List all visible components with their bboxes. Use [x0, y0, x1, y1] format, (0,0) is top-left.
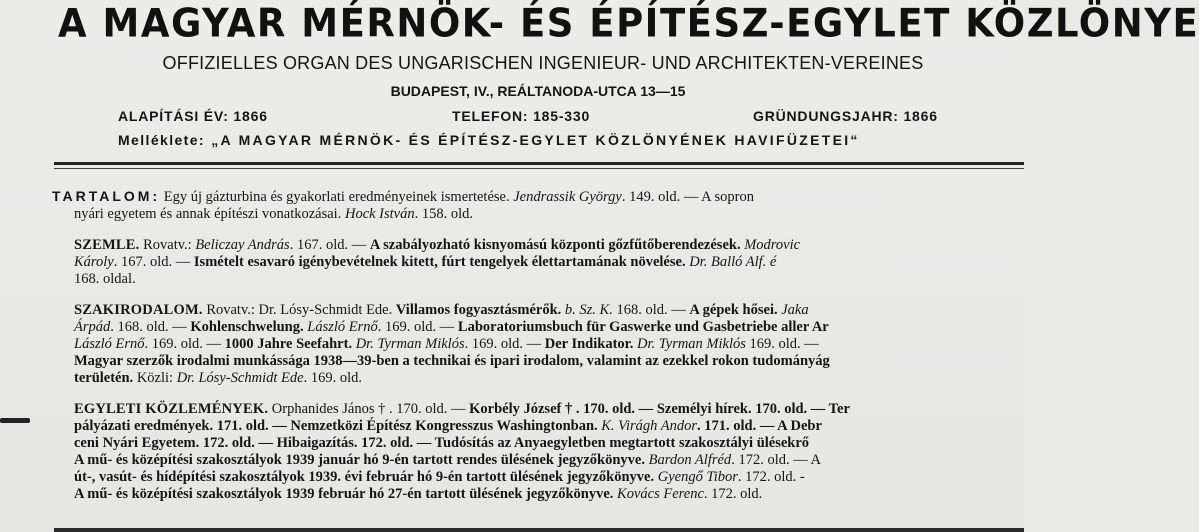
toc-editor: Beliczay András [195, 237, 290, 253]
toc-line [52, 452, 1024, 469]
toc-text: . 167. old. — [289, 237, 370, 253]
toc-line [52, 353, 1024, 370]
toc-text: Közli: [136, 370, 177, 386]
journal-address: BUDAPEST, IV., REÁLTANODA-UTCA 13—15 [390, 83, 686, 99]
telephone-number: TELEFON: 185-330 [452, 108, 591, 124]
supplement-line [118, 132, 860, 148]
toc-line [52, 435, 1024, 452]
toc-article-title: 1000 Jahre Seefahrt. [224, 336, 353, 352]
toc-text: nyári egyetem és annak építészi vonatkozásai. [74, 206, 345, 222]
toc-heading: TARTALOM: [52, 188, 161, 204]
toc-line [52, 237, 1024, 254]
toc-text: . 172. old. — A [731, 452, 822, 468]
toc-line [52, 401, 1024, 418]
toc-article-title: A mű- és középítési szakosztályok 1939 február hó 27-én tartott ülésének jegyzőkönyve. [74, 486, 614, 502]
toc-text: . 169. old. [303, 370, 362, 386]
toc-article-title: Nemzetközi Építész Kongresszus Washingtonban. [290, 418, 598, 434]
toc-text: . 168. old. — [110, 319, 191, 335]
toc-article-title: területén. [74, 370, 137, 386]
toc-article-title: Der Indikator. [544, 336, 634, 352]
section-heading: SZEMLE. [74, 237, 140, 253]
toc-author: Kovács Ferenc [613, 486, 704, 502]
toc-egyleti-section [52, 401, 1024, 503]
toc-article-title: út-, vasút- és hídépítési szakosztályok 1939. évi február hó 9-én tartott ülésének jegyzőkönyve. [74, 469, 655, 485]
toc-article-title: Hibaigazítás. 172. old. — [276, 435, 435, 451]
toc-author: Dr. Balló Alf. é [685, 254, 777, 270]
toc-author: Modrovic [740, 237, 801, 253]
journal-subtitle: OFFIZIELLES ORGAN DES UNGARISCHEN INGENIEUR- UND ARCHITEKTEN-VEREINES [162, 53, 924, 73]
toc-article-title: A gépek hősei. [689, 302, 778, 318]
toc-szakirodalom-section [52, 302, 1024, 387]
toc-text: . 169. old. — [144, 336, 225, 352]
toc-article-title: Villamos fogyasztásmérők. [395, 302, 562, 318]
toc-line [52, 336, 1024, 353]
toc-text: Rovatv.: [139, 237, 196, 253]
founded-year-de: GRÜNDUNGSJAHR: 1866 [753, 108, 938, 124]
supplement-text: „A MAGYAR MÉRNÖK- ÉS ÉPÍTÉSZ-EGYLET KÖZLÖNYÉNEK HAVIFÜZETEI“ [211, 132, 860, 148]
toc-article-title: Tudósítás az Anyaegyletben megtartott szakosztályi ülésekrő [434, 435, 810, 451]
footer-divider [54, 528, 1024, 532]
toc-text: Rovatv.: Dr. Lósy-Schmidt Ede. [202, 302, 396, 318]
toc-author: Jendrassik György [513, 189, 622, 205]
toc-text: 169. old. — [745, 336, 819, 352]
toc-author: b. Sz. K. [561, 302, 613, 318]
section-heading: EGYLETI KÖZLEMÉNYEK. [74, 401, 269, 417]
table-of-contents [52, 188, 1024, 517]
toc-article-title: Ismételt esavaró igénybevételnek kitett, fúrt tengelyek élettartamának növelése. [193, 254, 686, 270]
toc-line [52, 486, 1024, 503]
toc-text: Egy új gázturbina és gyakorlati eredményeinek ismertetése. [160, 189, 514, 205]
toc-article-title: A szabályozható kisnyomású központi gőzfűtőberendezések. [369, 237, 741, 253]
toc-text: . 167. old. — [113, 254, 194, 270]
toc-main-section [52, 188, 1024, 223]
header-divider-thin [54, 168, 1024, 169]
founded-year-hu: ALAPÍTÁSI ÉV: 1866 [118, 108, 268, 124]
toc-text: . 172. old. - [737, 469, 805, 485]
toc-article-title: Korbély József † . 170. old. — [469, 401, 657, 417]
toc-line [52, 188, 1024, 206]
toc-article-title: Kohlenschwelung. [190, 319, 304, 335]
toc-line [52, 370, 1024, 387]
toc-line [52, 206, 1024, 223]
toc-text: 168. oldal. [74, 271, 136, 287]
toc-line [52, 469, 1024, 486]
margin-dash-mark [0, 418, 30, 423]
toc-article-title: pályázati eredmények. 171. old. — [74, 418, 291, 434]
toc-author: Károly [74, 254, 114, 270]
toc-author: Jaka [777, 302, 809, 318]
toc-line [52, 271, 1024, 288]
toc-author: K. Virágh Andor [597, 418, 698, 434]
header-divider [54, 162, 1024, 165]
toc-article-title: A mű- és középítési szakosztályok 1939 január hó 9-én tartott rendes ülésének jegyzőkönyve. [74, 452, 645, 468]
toc-line [52, 319, 1024, 336]
toc-article-title: Laboratoriumsbuch für Gaswerke und Gasbetriebe aller Ar [457, 319, 829, 335]
toc-article-title: Magyar szerzők irodalmi munkássága 1938—39-ben a technikai és ipari irodalom, valamint az ezekkel rokon tudományág [74, 353, 830, 369]
toc-author: Hock István [344, 206, 415, 222]
toc-text: Orphanides János † . 170. old. — [268, 401, 470, 417]
toc-article-title: Személyi hírek. 170. old. — Ter [656, 401, 850, 417]
toc-text: . 172. old. [703, 486, 763, 502]
toc-article-title: ceni Nyári Egyetem. 172. old. — [74, 435, 277, 451]
toc-author: Gyengő Tibor [654, 469, 738, 485]
toc-author: László Ernő [303, 319, 378, 335]
supplement-lead: Melléklete: [118, 132, 205, 148]
toc-text: . 149. old. — A sopron [621, 189, 754, 205]
toc-text: 168. old. — [612, 302, 690, 318]
toc-text: . 169. old. — [377, 319, 458, 335]
toc-text: . 169. old. — [464, 336, 545, 352]
toc-author: Dr. Lósy-Schmidt Ede [176, 370, 304, 386]
journal-title: A MAGYAR MÉRNÖK- ÉS ÉPÍTÉSZ-EGYLET KÖZLÖNYE [58, 0, 1199, 47]
toc-line [52, 254, 1024, 271]
toc-author: Dr. Tyrman Miklós [352, 336, 465, 352]
toc-author: Dr. Tyrman Miklós [633, 336, 746, 352]
toc-line [52, 302, 1024, 319]
toc-line [52, 418, 1024, 435]
toc-text: . 171. old. — A Debr [697, 418, 822, 434]
section-heading: SZAKIRODALOM. [74, 302, 203, 318]
toc-text: . 158. old. [414, 206, 474, 222]
toc-author: Árpád [74, 319, 111, 335]
toc-author: László Ernő [74, 336, 145, 352]
toc-author: Bardon Alfréd [644, 452, 732, 468]
toc-szemle-section [52, 237, 1024, 288]
